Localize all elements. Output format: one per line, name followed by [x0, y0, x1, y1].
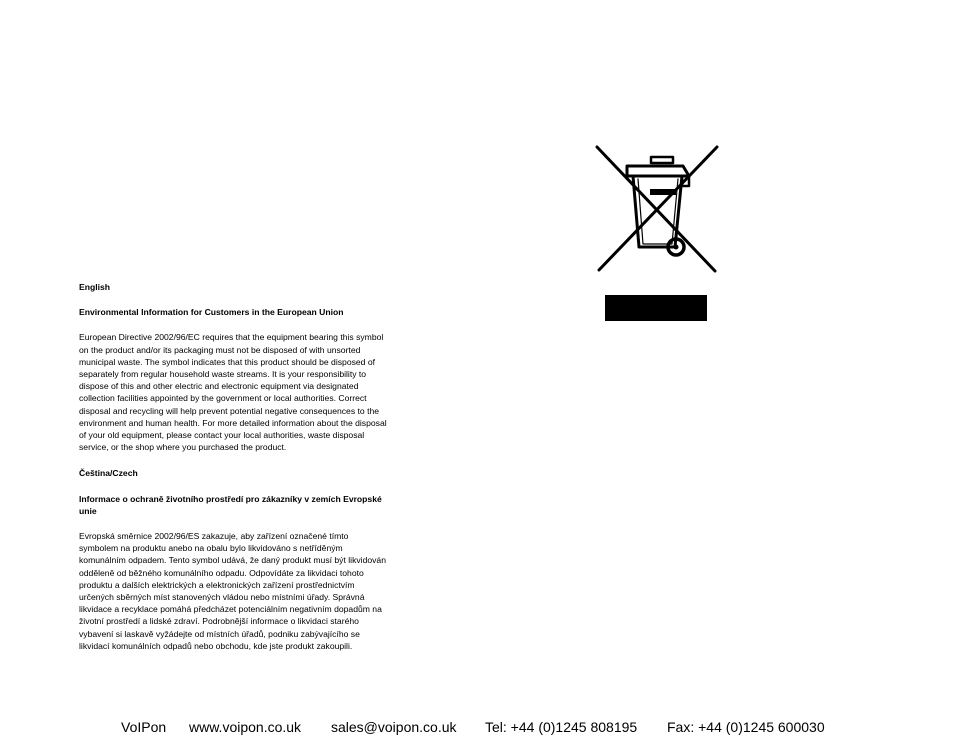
czech-body — [79, 530, 459, 652]
body-line: Evropská směrnice 2002/96/ES zakazuje, aby zařízení označené tímto — [79, 531, 349, 542]
body-line: service, or the shop where you purchased the product. — [79, 442, 287, 453]
body-line: collection facilities appointed by the government or local authorities. Correct — [79, 393, 367, 404]
footer-fax: Fax: +44 (0)1245 600030 — [667, 719, 825, 735]
crossed-out-wheelie-bin-icon — [590, 143, 724, 277]
body-line: vybavení si laskavě vyžádejte od místních úřadů, podniku zabývajícího se — [79, 628, 360, 639]
body-line: určených sběrných míst stanovených vládou nebo místními úřady. Správná — [79, 592, 365, 603]
body-line: produktu a dalších elektrických a elektronických zařízení prostřednictvím — [79, 579, 355, 590]
czech-section-title-line: Informace o ochraně životního prostředí pro zákazníky v zemích Evropské — [79, 493, 382, 504]
english-section-title: Environmental Information for Customers in the European Union — [79, 307, 344, 318]
body-line: dispose of this and other electric and electronic equipment via designated — [79, 381, 359, 392]
black-marking-bar — [605, 295, 707, 321]
english-language-heading: English — [79, 282, 111, 292]
footer-company: VoIPon — [121, 719, 167, 735]
body-line: odděleně od běžného komunálního odpadu. Odpovídáte za likvidaci tohoto — [79, 567, 364, 578]
body-line: likvidací komunálních odpadů nebo obchodu, kde jste produkt zakoupili. — [79, 640, 353, 651]
footer-email-link[interactable]: sales@voipon.co.uk — [331, 719, 457, 735]
body-line: European Directive 2002/96/EC requires that the equipment bearing this symbol — [79, 332, 384, 343]
footer-telephone: Tel: +44 (0)1245 808195 — [485, 719, 638, 735]
body-line: environment and human health. For more detailed information about the disposal — [79, 417, 387, 428]
body-line: životní prostředí a lidské zdraví. Podrobnější informace o likvidaci starého — [79, 616, 359, 627]
czech-language-heading: Čeština/Czech — [79, 468, 138, 479]
czech-section-title-line: unie — [79, 505, 97, 516]
body-line: symbolem na produktu anebo na obalu bylo likvidováno s netříděným — [79, 543, 343, 554]
body-line: municipal waste. The symbol indicates that this product should be disposed of — [79, 356, 376, 367]
page-footer — [0, 718, 954, 736]
body-line: komunálním odpadem. Tento symbol udává, že daný produkt musí být likvidován — [79, 555, 386, 566]
body-line: of your old equipment, please contact your local authorities, waste disposal — [79, 430, 365, 441]
directive-text-column — [79, 281, 459, 652]
body-line: separately from regular household waste streams. It is your responsibility to — [79, 369, 367, 380]
footer-website-link[interactable]: www.voipon.co.uk — [189, 719, 302, 735]
body-line: likvidace a recyklace pomáhá předcházet potenciálním negativním dopadům na — [79, 604, 382, 615]
body-line: on the product and/or its packaging must not be disposed of with unsorted — [79, 344, 361, 355]
english-body — [79, 331, 459, 453]
body-line: disposal and recycling will help prevent potential negative consequences to the — [79, 405, 380, 416]
